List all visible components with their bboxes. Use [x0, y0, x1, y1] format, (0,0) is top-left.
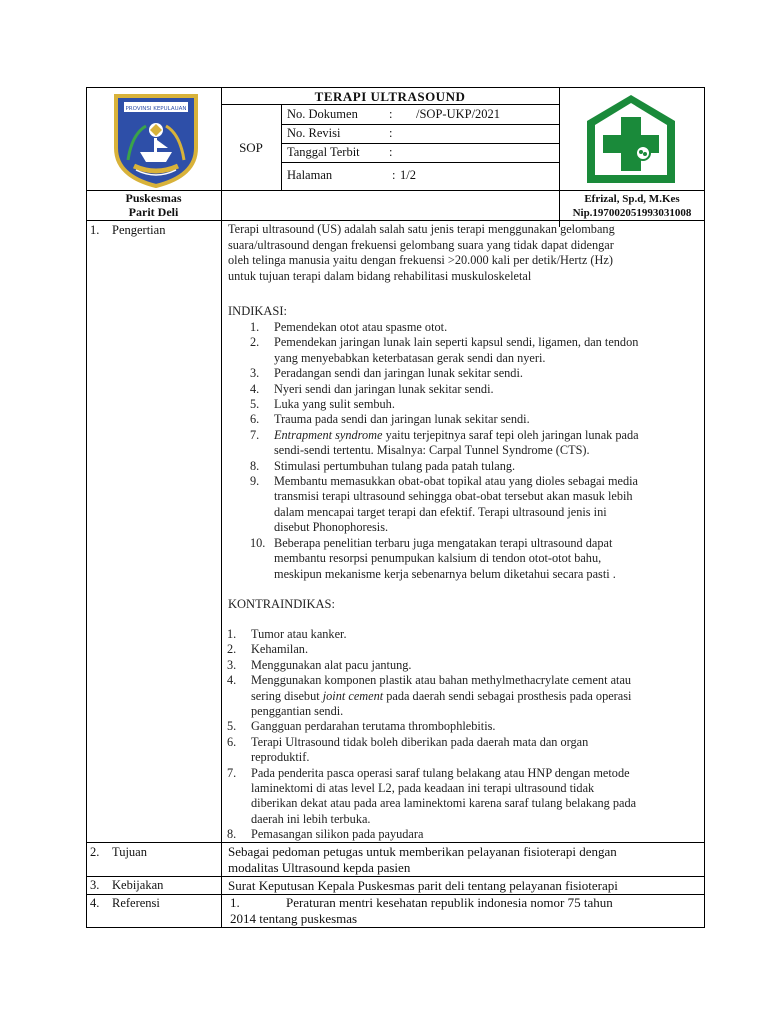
- indikasi-item: [250, 474, 639, 536]
- section-2-number: 2.: [90, 845, 100, 859]
- referensi-item-number: 1.: [230, 895, 240, 910]
- body-divider: [221, 220, 222, 928]
- referensi-line: Peraturan mentri kesehatan republik indonesia nomor 75 tahun: [286, 895, 613, 910]
- indikasi-item-line: membantu resorpsi penumpukan kalsium di tendon otot-otot bahu,: [274, 551, 602, 566]
- indikasi-item-number: 7.: [250, 427, 260, 442]
- puskesmas-emblem: [110, 90, 202, 188]
- indikasi-item-line: Trauma pada sendi dan jaringan lunak sekitar sendi.: [274, 412, 530, 427]
- indikasi-item-number: 4.: [250, 381, 260, 396]
- section-1-label: Pengertian: [112, 223, 166, 237]
- indikasi-item-line: Stimulasi pertumbuhan tulang pada patah tulang.: [274, 458, 516, 473]
- indikasi-item: [250, 335, 639, 366]
- kontraindikasi-item-number: 1.: [227, 627, 237, 641]
- indikasi-item-line: Nyeri sendi dan jaringan lunak sekitar sendi.: [274, 381, 494, 396]
- kontraindikasi-item-line: Gangguan perdarahan terutama thrombophlebitis.: [251, 719, 496, 734]
- indikasi-heading: INDIKASI:: [228, 304, 288, 318]
- kontraindikasi-item: [227, 719, 636, 734]
- indikasi-item-number: 9.: [250, 474, 260, 489]
- sop-label: SOP: [239, 140, 263, 155]
- header-divider-left: [221, 87, 222, 227]
- kontraindikasi-item-line: Terapi Ultrasound tidak boleh diberikan pada daerah mata dan organ: [251, 734, 589, 749]
- indikasi-item-line: Luka yang sulit sembuh.: [274, 397, 395, 412]
- doc-number-value: /SOP-UKP/2021: [416, 107, 501, 121]
- kebijakan-text: [228, 878, 618, 894]
- kontraindikasi-item: [227, 658, 636, 673]
- issue-date-sep: :: [389, 145, 393, 159]
- section-3-label: Kebijakan: [112, 878, 164, 892]
- kontraindikasi-item-number: 4.: [227, 673, 237, 688]
- org-name-line1: Puskesmas: [125, 191, 182, 205]
- definition-line: Terapi ultrasound (US) adalah salah satu jenis terapi menggunakan gelombang: [228, 222, 615, 236]
- section-4-label: Referensi: [112, 896, 160, 910]
- title-underline: [221, 104, 559, 105]
- referensi-text: [230, 895, 613, 927]
- kontraindikasi-item-line: sering disebut joint cement pada daerah sendi sebagai prosthesis pada operasi: [251, 688, 632, 703]
- kontraindikasi-item-number: 8.: [227, 827, 237, 842]
- kontraindikasi-item-line: Pada penderita pasca operasi saraf tulang belakang atau HNP dengan metode: [251, 765, 630, 780]
- indikasi-item-number: 2.: [250, 335, 260, 350]
- indikasi-item: [250, 428, 639, 459]
- page-label: Halaman: [287, 168, 333, 182]
- doc-number-sep: :: [389, 107, 393, 121]
- kontraindikasi-list: [227, 627, 636, 843]
- health-cross-logo: [583, 91, 679, 187]
- page-sep: :: [392, 168, 396, 182]
- indikasi-item-line: dalam mencapai target terapi dan efektif. Terapi ultrasound jenis ini: [274, 504, 607, 519]
- header-divider-sop: [281, 104, 282, 190]
- indikasi-item: [250, 320, 639, 335]
- section-3-number: 3.: [90, 878, 100, 892]
- document-title: TERAPI ULTRASOUND: [314, 89, 466, 104]
- indikasi-list: [250, 320, 639, 582]
- kontraindikasi-item-line: laminektomi di atas level L2, pada keadaan ini terapi ultrasound tidak: [251, 781, 595, 796]
- definition-line: untuk tujuan terapi dalam bidang rehabilitasi muskuloskeletal: [228, 268, 532, 283]
- indikasi-item-number: 5.: [250, 397, 260, 412]
- indikasi-item-line: disebut Phonophoresis.: [274, 520, 389, 535]
- indikasi-item: [250, 397, 639, 412]
- indikasi-item-line: transmisi terapi ultrasound sehingga obat-obat tersebut akan masuk lebih: [274, 489, 633, 504]
- signer-name: Efrizal, Sp.d, M.Kes: [584, 193, 680, 205]
- kontraindikasi-item-number: 2.: [227, 642, 237, 657]
- indikasi-item-line: Pemendekan jaringan lunak lain seperti kapsul sendi, ligamen, dan tendon: [274, 335, 639, 350]
- row-line-2: [281, 143, 559, 144]
- kontraindikasi-item-number: 5.: [227, 719, 237, 734]
- issue-date-label: Tanggal Terbit: [287, 145, 360, 159]
- indikasi-item: [250, 366, 639, 381]
- kontraindikasi-heading: KONTRAINDIKAS:: [228, 597, 335, 611]
- kontraindikasi-item-line: Menggunakan alat pacu jantung.: [251, 657, 412, 672]
- kontraindikasi-item-line: daerah ini lebih terbuka.: [251, 811, 371, 826]
- revision-sep: :: [389, 126, 393, 140]
- section-2-label: Tujuan: [112, 845, 147, 859]
- kontraindikasi-item: [227, 673, 636, 719]
- kontraindikasi-item-line: Menggunakan komponen plastik atau bahan methylmethacrylate cement atau: [251, 673, 632, 688]
- indikasi-item-line: yang menyebabkan keterbatasan gerak sendi dan nyeri.: [274, 350, 546, 365]
- kontraindikasi-item: [227, 642, 636, 657]
- referensi-line: 2014 tentang puskesmas: [230, 911, 358, 926]
- pengertian-definition: [228, 222, 615, 284]
- indikasi-item-number: 8.: [250, 458, 260, 473]
- kontraindikasi-item-number: 3.: [227, 657, 237, 672]
- indikasi-item-line: Pemendekan otot atau spasme otot.: [274, 320, 448, 334]
- kontraindikasi-item-line: Kehamilan.: [251, 642, 309, 657]
- indikasi-item-number: 1.: [250, 320, 260, 334]
- kontraindikasi-item: [227, 827, 636, 842]
- indikasi-item: [250, 412, 639, 427]
- kontraindikasi-item-number: 6.: [227, 734, 237, 749]
- tujuan-line: modalitas Ultrasound kepda pasien: [228, 860, 411, 875]
- row-line-1: [281, 124, 559, 125]
- kontraindikasi-item-line: reproduktif.: [251, 750, 310, 765]
- indikasi-item-line: meskipun mekanisme kerja sebenarnya belum diketahui secara pasti .: [274, 566, 616, 581]
- tujuan-line: Sebagai pedoman petugas untuk memberikan pelayanan fisioterapi dengan: [228, 844, 617, 859]
- section-1-number: 1.: [90, 223, 100, 237]
- indikasi-item: [250, 382, 639, 397]
- kontraindikasi-item: [227, 735, 636, 766]
- row-line-3: [281, 162, 559, 163]
- kontraindikasi-item-line: diberikan dekat atau pada area laminektomi karena saraf tulang belakang pada: [251, 796, 637, 811]
- kebijakan-line: Surat Keputusan Kepala Puskesmas parit deli tentang pelayanan fisioterapi: [228, 878, 618, 893]
- page-value: 1/2: [400, 168, 416, 182]
- indikasi-item-line: sendi-sendi tertentu. Misalnya: Carpal Tunnel Syndrome (CTS).: [274, 443, 590, 458]
- tujuan-text: [228, 844, 617, 876]
- indikasi-item-number: 10.: [250, 535, 266, 550]
- kontraindikasi-item: [227, 627, 636, 642]
- kontraindikasi-item-line: penggantian sendi.: [251, 704, 344, 719]
- indikasi-item-line: Membantu memasukkan obat-obat topikal atau yang dioles sebagai media: [274, 474, 639, 489]
- definition-line: oleh telinga manusia yaitu dengan frekuensi >20.000 kali per detik/Hertz (Hz): [228, 253, 613, 268]
- indikasi-item-line: Entrapment syndrome yaitu terjepitnya saraf tepi oleh jaringan lunak pada: [274, 427, 639, 442]
- signer-nip: Nip.197002051993031008: [572, 207, 692, 219]
- kontraindikasi-item-number: 7.: [227, 765, 237, 780]
- revision-label: No. Revisi: [287, 126, 341, 140]
- indikasi-item-line: Beberapa penelitian terbaru juga mengatakan terapi ultrasound dapat: [274, 535, 613, 550]
- indikasi-item: [250, 536, 639, 582]
- section-4-number: 4.: [90, 896, 100, 910]
- indikasi-item-line: Peradangan sendi dan jaringan lunak sekitar sendi.: [274, 366, 523, 381]
- definition-line: suara/ultrasound dengan frekuensi gelombang suara yang tidak dapat didengar: [228, 237, 614, 252]
- kontraindikasi-item-line: Pemasangan silikon pada payudara: [251, 827, 424, 842]
- indikasi-item-number: 3.: [250, 366, 260, 381]
- row-sep-kebijakan: [86, 876, 705, 877]
- doc-number-label: No. Dokumen: [287, 107, 358, 121]
- indikasi-item-number: 6.: [250, 412, 260, 427]
- kontraindikasi-item-line: Tumor atau kanker.: [251, 627, 347, 641]
- indikasi-item: [250, 459, 639, 474]
- svg-text:PROVINSI KEPULAUAN: PROVINSI KEPULAUAN: [125, 106, 187, 112]
- kontraindikasi-item: [227, 766, 636, 828]
- org-name-line2: Parit Deli: [128, 205, 179, 219]
